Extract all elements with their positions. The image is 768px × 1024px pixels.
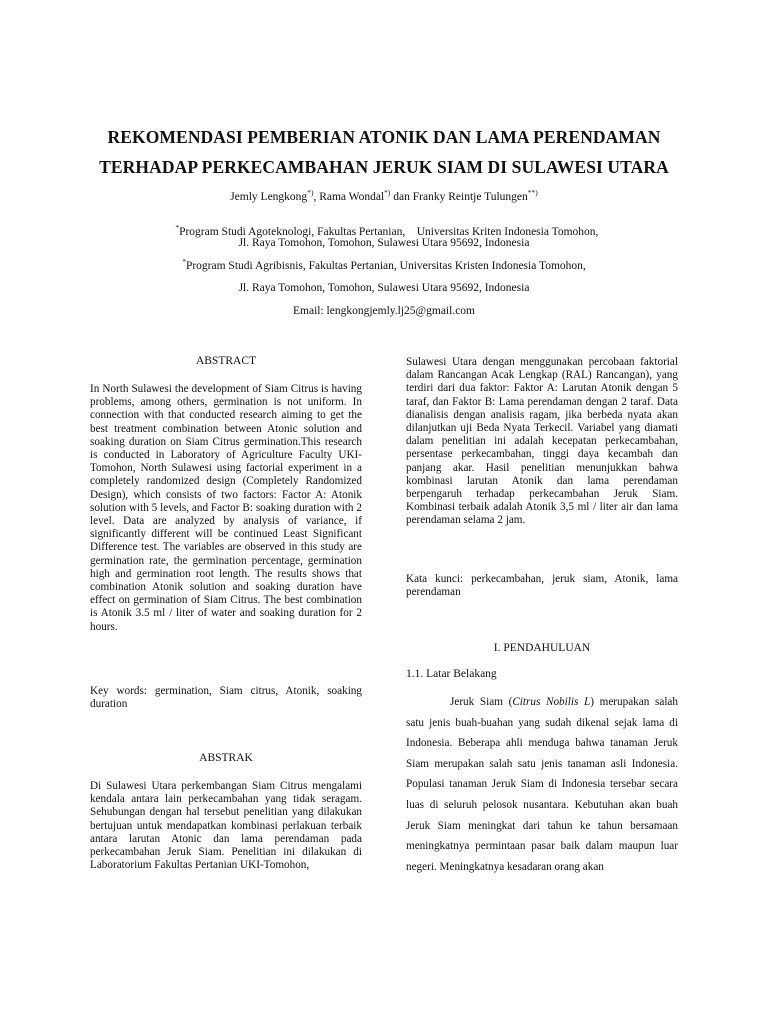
affiliation-1-mark: * [175,223,180,233]
abstrak-text-continued: Sulawesi Utara dengan menggunakan percobaan faktorial dalam Rancangan Acak Lengkap (RAL) Rancangan), yang terdiri dari dua faktor: Faktor A: Larutan Atonik dengan 5 taraf, dan Faktor B: Lama perendaman dengan 2 taraf. Data dianalisis dengan analisis ragam, jika berbeda nyata akan dilanjutkan uji Beda Nyata Terkecil. Variabel yang diamati dalam penelitian ini adalah kecepatan perkecambahan, persentase perkecambahan, tinggi daya kecambah dan panjang akar. Hasil penelitian menunjukkan bahwa kombinasi larutan Atonik dan lama perendaman berpengaruh terhadap perkecambahan Jeruk Siam. Kombinasi terbaik adalah Atonik 3,5 ml / liter air dan lama perendaman selama 2 jam. [406,356,678,527]
author-list [60,188,708,203]
intro-text-before: Jeruk Siam ( [450,696,513,708]
abstract-keywords: Key words: germination, Siam citrus, Atonik, soaking duration [90,685,362,711]
intro-text-after: ) merupakan salah satu jenis buah-buahan yang sudah dikenal sejak lama di Indonesia. Beberapa ahli menduga bahwa tanaman Jeruk Siam merupakan salah satu jenis tanaman asli Indonesia. Populasi tanaman Jeruk Siam di Indonesia tersebar secara luas di seluruh pelosok nusantara. Kebutuhan akan buah Jeruk Siam meningkat dari tahun ke tahun bersamaan meningkatnya permintaan pasar baik dalam maupun luar negeri. Meningkatnya kesadaran orang akan [406,696,678,873]
abstract-heading: ABSTRACT [195,355,257,367]
affiliation-1-text: Program Studi Agoteknologi, Fakultas Pertanian, Universitas Kriten Indonesia Tomohon, [179,226,599,238]
affiliation-1 [60,214,708,238]
abstrak-text: Di Sulawesi Utara perkembangan Siam Citrus mengalami kendala antara lain perkecambahan yang tidak seragam. Sehubungan dengan hal tersebut penelitian yang dilakukan bertujuan untuk mendapatkan kombinasi perlakuan terbaik antara larutan Atonic dan lama perendaman pada perkecambahan Jeruk Siam. Penelitian ini dilakukan di Laboratorium Fakultas Pertanian UKI-Tomohon, [90,780,362,872]
address-2: Jl. Raya Tomohon, Tomohon, Sulawesi Utara 95692, Indonesia [238,282,530,294]
species-name: Citrus Nobilis L [512,696,591,708]
section-heading-pendahuluan: I. PENDAHULUAN [493,642,591,654]
subsection-heading-latar-belakang: 1.1. Latar Belakang [406,668,497,680]
affiliation-2-text: Program Studi Agribisnis, Fakultas Pertanian, Universitas Kristen Indonesia Tomohon, [185,260,586,272]
affiliation-2 [60,257,708,272]
author-2: , Rama Wondal [313,191,385,203]
address-1: Jl. Raya Tomohon, Tomohon, Sulawesi Utara 95692, Indonesia [238,237,530,249]
introduction-paragraph [406,692,678,877]
paper-title-line-1: REKOMENDASI PEMBERIAN ATONIK DAN LAMA PERENDAMAN [107,127,661,147]
kata-kunci: Kata kunci: perkecambahan, jeruk siam, Atonik, lama perendaman [406,573,678,599]
affiliation-2-mark: * [182,257,186,267]
email: Email: lengkongjemly.lj25@gmail.com [293,305,475,317]
abstrak-heading: ABSTRAK [199,752,253,764]
author-1-mark: *) [307,188,314,198]
author-2-mark: *) [384,188,391,198]
abstract-text: In North Sulawesi the development of Siam Citrus is having problems, among others, germination is not uniform. In connection with that conducted research aiming to get the best treatment combination between Atonic solution and soaking duration on Siam Citrus germination.This research is conducted in Laboratory of Agriculture Faculty UKI-Tomohon, North Sulawesi using factorial experiment in a completely randomized design (Completely Randomized Design), which consists of two factors: Factor A: Atonik solution with 5 levels, and Factor B: soaking duration with 2 level. Data are analyzed by analysis of variance, if significantly different will be continued Least Significant Difference test. The variables are observed in this study are germination rate, the germination percentage, germination high and germination root length. The results shows that combination Atonik solution and soaking duration have effect on germination of Siam Citrus. The best combination is Atonik 3.5 ml / liter of water and soaking duration for 2 hours. [90,383,362,633]
author-3-mark: **) [527,188,538,198]
author-3: dan Franky Reintje Tulungen [390,191,528,203]
paper-title-line-2: TERHADAP PERKECAMBAHAN JERUK SIAM DI SULAWESI UTARA [99,157,669,177]
author-1: Jemly Lengkong [230,191,308,203]
